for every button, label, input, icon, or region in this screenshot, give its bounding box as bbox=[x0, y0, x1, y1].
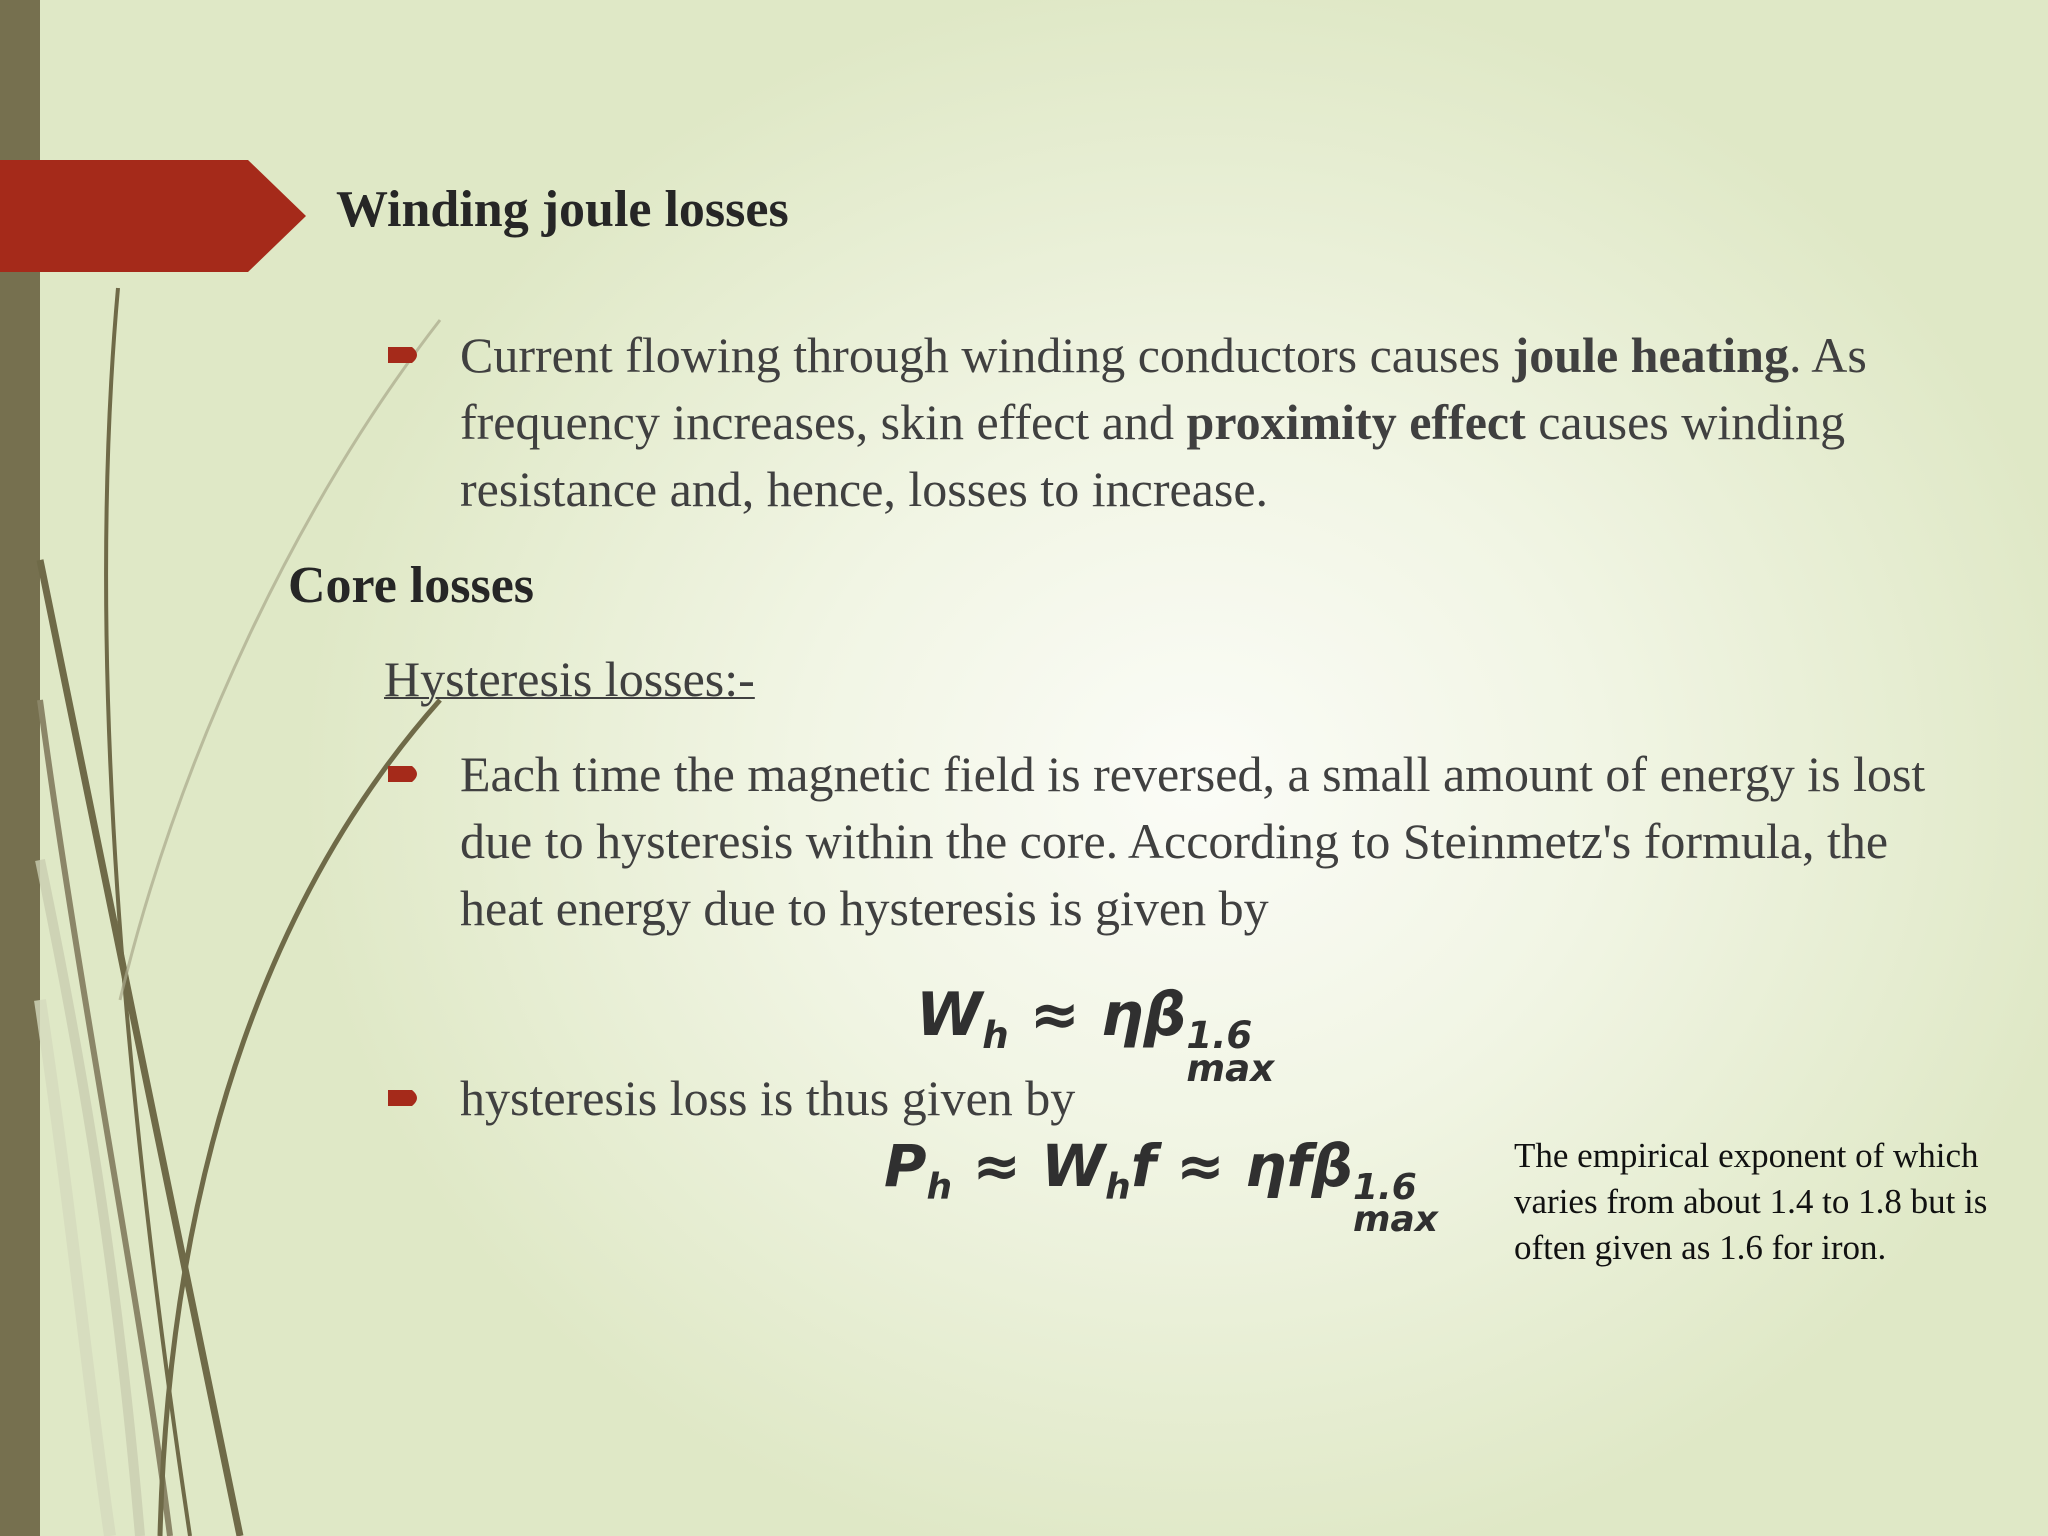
formula2-exponent: 1.6 bbox=[1353, 1166, 1417, 1208]
formula-hysteresis-loss bbox=[884, 1132, 1438, 1240]
formula2-mid-sub: h bbox=[1105, 1166, 1131, 1208]
formula2-subscript: max bbox=[1353, 1198, 1438, 1240]
formula1-approx: ≈ bbox=[1029, 980, 1080, 1050]
formula1-lhs: W bbox=[916, 980, 983, 1050]
exponent-note: The empirical exponent of which varies from about 1.4 to 1.8 but is often given as 1.6 for iron. bbox=[1514, 1136, 1988, 1267]
formula2-approx-2: ≈ bbox=[1176, 1132, 1225, 1200]
bullet-hysteresis-loss-text: hysteresis loss is thus given by bbox=[460, 1070, 1076, 1126]
formula2-mid-var: f bbox=[1130, 1132, 1156, 1200]
proximity-effect-bold: proximity effect bbox=[1186, 394, 1526, 450]
title-arrow-shape bbox=[0, 160, 306, 272]
bullet-winding-text bbox=[460, 322, 1970, 523]
arrow-bullet-icon bbox=[388, 763, 424, 785]
formula1-lhs-sub: h bbox=[982, 1013, 1009, 1057]
formula2-mid: W bbox=[1041, 1132, 1106, 1200]
arrow-bullet-icon bbox=[388, 1087, 424, 1109]
section-heading-core: Core losses bbox=[288, 557, 535, 614]
formula1-subscript: max bbox=[1186, 1046, 1275, 1091]
formula1-exponent: 1.6 bbox=[1186, 1013, 1253, 1058]
bullet-winding-part2: . As frequency increases, skin effect and bbox=[460, 327, 1867, 450]
formula2-lhs: P bbox=[884, 1132, 927, 1200]
formula1-rhs: ηβ bbox=[1100, 980, 1187, 1050]
formula2-rhs: ηfβ bbox=[1244, 1132, 1354, 1200]
formula2-lhs-sub: h bbox=[926, 1166, 953, 1208]
arrow-bullet-icon bbox=[388, 344, 424, 366]
hysteresis-subheading: Hysteresis losses:- bbox=[384, 651, 755, 707]
bullet-winding-part1: Current flowing through winding conductors causes bbox=[460, 327, 1513, 383]
formula2-approx-1: ≈ bbox=[972, 1132, 1021, 1200]
joule-heating-bold: joule heating bbox=[1512, 327, 1789, 383]
section-heading-winding: Winding joule losses bbox=[336, 181, 789, 238]
bullet-winding-part3: causes winding resistance and, hence, losses to increase. bbox=[460, 394, 1846, 517]
bullet-hysteresis-text: Each time the magnetic field is reversed, a small amount of energy is lost due to hysteresis within the core. According to Steinmetz's formula, the heat energy due to hysteresis is given by bbox=[460, 746, 1926, 936]
